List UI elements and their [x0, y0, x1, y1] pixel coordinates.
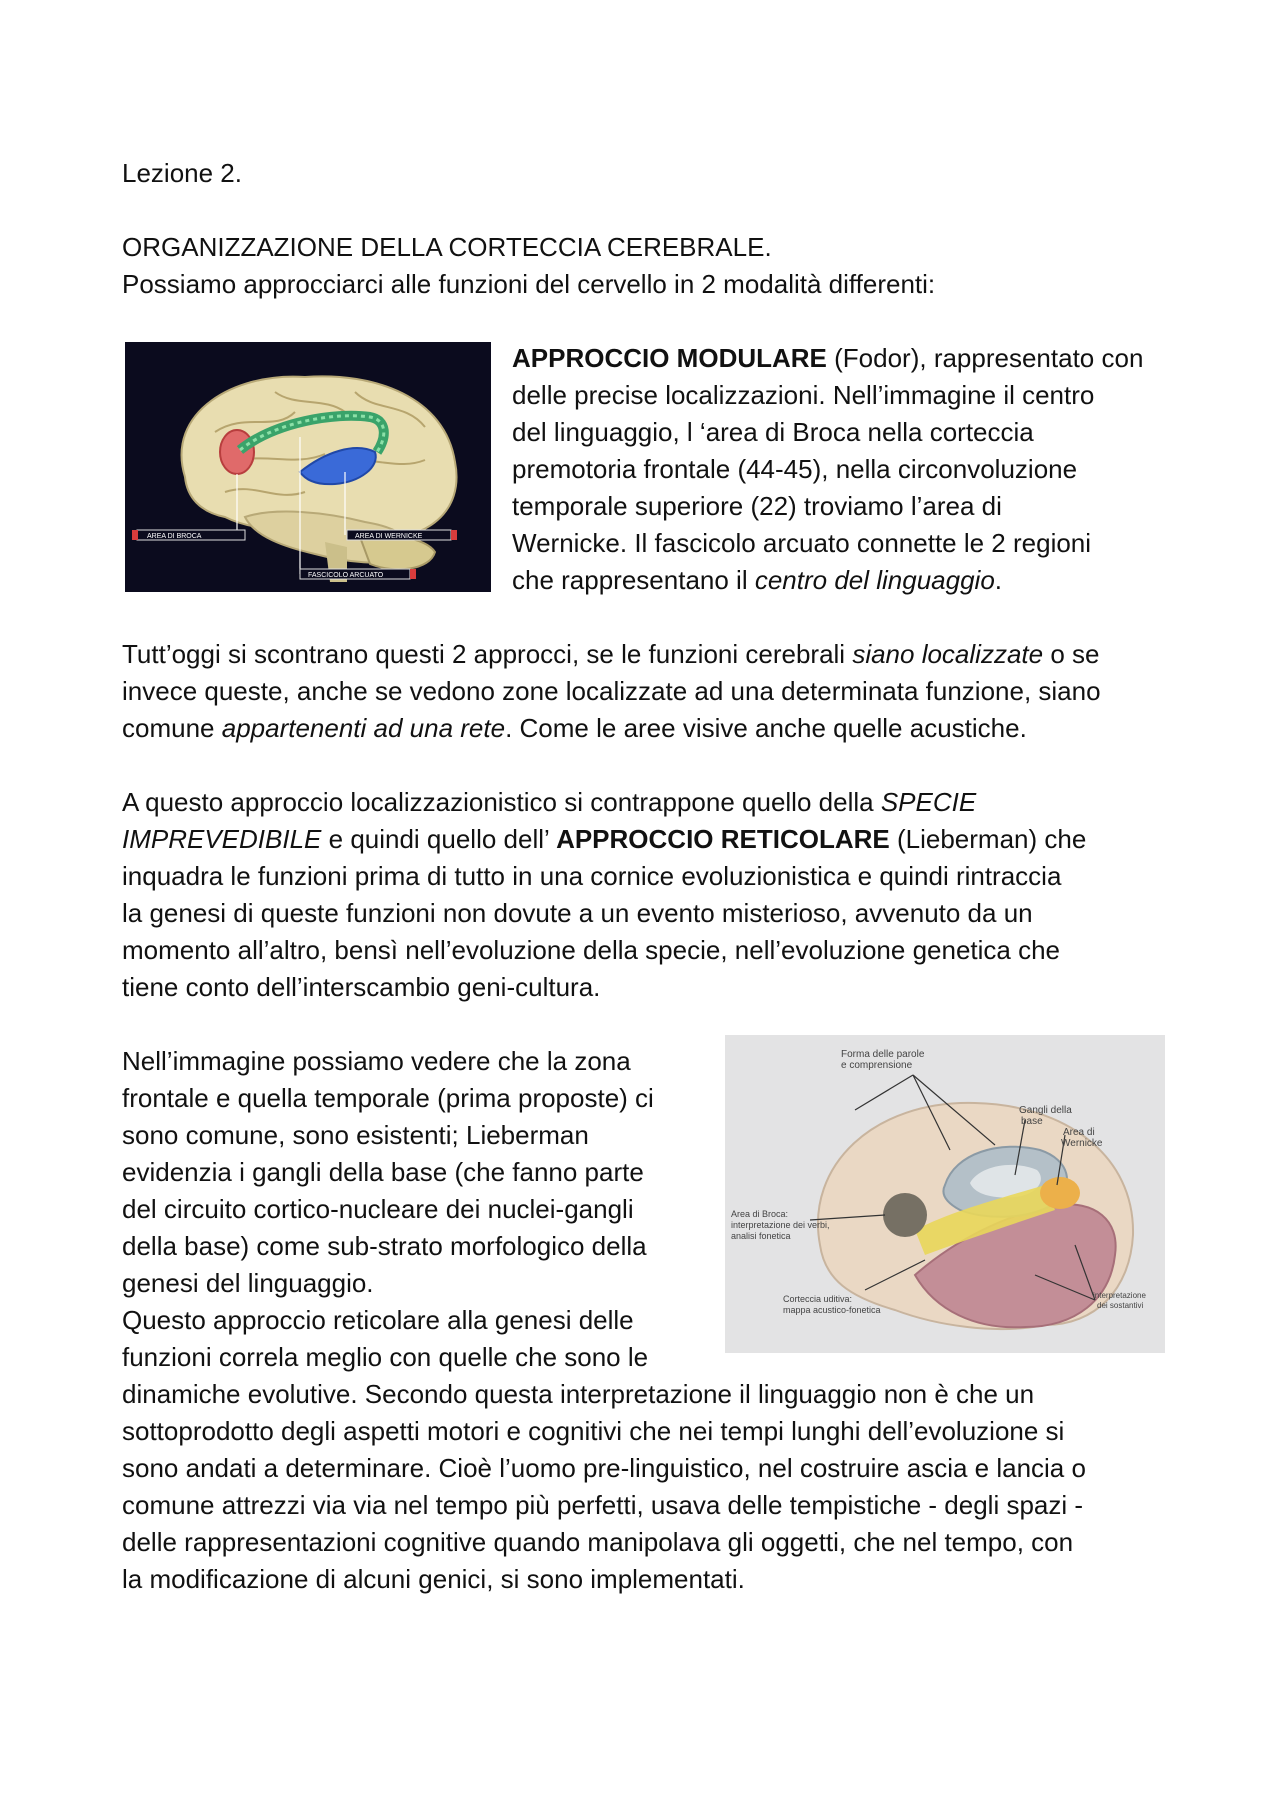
modular-approach-line-7: che rappresentano il centro del linguaggio.	[512, 565, 1003, 595]
lesson-number: Lezione 2.	[122, 158, 242, 188]
paragraph-4-line-12: sono andati a determinare. Cioè l’uomo pre-linguistico, nel costruire ascia e lancia o	[122, 1453, 1086, 1483]
basal-ganglia-label-2: base	[1021, 1116, 1043, 1127]
auditory-cortex-label-2: mappa acustico-fonetica	[783, 1305, 881, 1315]
word-form-label-1: Forma delle parole	[841, 1049, 925, 1060]
paragraph-4-line-10: dinamiche evolutive. Secondo questa interpretazione il linguaggio non è che un	[122, 1379, 1035, 1409]
wernicke-label-2: Wernicke	[1061, 1138, 1103, 1149]
modular-approach-heading: APPROCCIO MODULARE	[512, 343, 827, 373]
paragraph-4-line-1: Nell’immagine possiamo vedere che la zona	[122, 1046, 631, 1076]
paragraph-4-line-11: sottoprodotto degli aspetti motori e cognitivi che nei tempi lunghi dell’evoluzione si	[122, 1416, 1065, 1446]
paragraph-4-line-7: genesi del linguaggio.	[122, 1268, 374, 1298]
paragraph-4-line-9: funzioni correla meglio con quelle che sono le	[122, 1342, 649, 1372]
page-title: ORGANIZZAZIONE DELLA CORTECCIA CEREBRALE.	[122, 232, 772, 262]
modular-approach-line-6: Wernicke. Il fascicolo arcuato connette le 2 regioni	[512, 528, 1092, 558]
paragraph-2-line-1: Tutt’oggi si scontrano questi 2 approcci, se le funzioni cerebrali siano localizzate o se	[122, 639, 1100, 669]
broca-label-3: analisi fonetica	[731, 1231, 791, 1241]
paragraph-4-line-6: della base) come sub-strato morfologico della	[122, 1231, 647, 1261]
paragraph-4-line-2: frontale e quella temporale (prima proposte) ci	[122, 1083, 654, 1113]
wernicke-area-label: AREA DI WERNICKE	[355, 533, 423, 540]
brain-diagram-modular	[125, 342, 491, 592]
broca-area-marker	[220, 430, 254, 474]
brain-illustration	[125, 342, 491, 592]
paragraph-4-line-8: Questo approccio reticolare alla genesi delle	[122, 1305, 634, 1335]
noun-interpretation-label-2: dei sostantivi	[1097, 1301, 1144, 1310]
word-form-label-2: e comprensione	[841, 1060, 913, 1071]
paragraph-4-line-13: comune attrezzi via via nel tempo più perfetti, usava delle tempistiche - degli spazi -	[122, 1490, 1084, 1520]
paragraph-3-line-3: inquadra le funzioni prima di tutto in una cornice evoluzionistica e quindi rintraccia	[122, 861, 1062, 891]
paragraph-4-line-3: sono comune, sono esistenti; Lieberman	[122, 1120, 589, 1150]
modular-approach-line-5: temporale superiore (22) troviamo l’area di	[512, 491, 1002, 521]
paragraph-3-line-4: la genesi di queste funzioni non dovute a un evento misterioso, avvenuto da un	[122, 898, 1033, 928]
paragraph-4-line-14: delle rappresentazioni cognitive quando manipolava gli oggetti, che nel tempo, con	[122, 1527, 1074, 1557]
paragraph-4-line-15: la modificazione di alcuni genici, si sono implementati.	[122, 1564, 745, 1594]
paragraph-2-line-2: invece queste, anche se vedono zone localizzate ad una determinata funzione, siano	[122, 676, 1101, 706]
brain-network-illustration	[725, 1035, 1165, 1353]
reticular-approach-heading: APPROCCIO RETICOLARE	[556, 824, 890, 854]
modular-approach-line-4: premotoria frontale (44-45), nella circonvoluzione	[512, 454, 1078, 484]
broca-area-label: AREA DI BROCA	[147, 533, 202, 540]
auditory-cortex-label-1: Corteccia uditiva:	[783, 1294, 853, 1304]
paragraph-2-line-3: comune appartenenti ad una rete. Come le aree visive anche quelle acustiche.	[122, 713, 1027, 743]
paragraph-3-line-6: tiene conto dell’interscambio geni-cultura.	[122, 972, 601, 1002]
paragraph-4-line-5: del circuito cortico-nucleare dei nuclei-gangli	[122, 1194, 634, 1224]
paragraph-3-line-2: IMPREVEDIBILE e quindi quello dell’ APPROCCIO RETICOLARE (Lieberman) che	[122, 824, 1087, 854]
paragraph-4-line-4: evidenzia i gangli della base (che fanno parte	[122, 1157, 644, 1187]
paragraph-3-line-1: A questo approccio localizzazionistico si contrappone quello della SPECIE	[122, 787, 977, 817]
wernicke-label-1: Area di	[1063, 1127, 1095, 1138]
arcuate-fascicle-label: FASCICOLO ARCUATO	[308, 572, 384, 579]
modular-approach-line-1: APPROCCIO MODULARE (Fodor), rappresentato con	[512, 343, 1144, 373]
wernicke-area-marker-2	[1040, 1177, 1080, 1209]
paragraph-3-line-5: momento all’altro, bensì nell’evoluzione della specie, nell’evoluzione genetica che	[122, 935, 1061, 965]
modular-approach-line-3: del linguaggio, l ‘area di Broca nella corteccia	[512, 417, 1034, 447]
modular-approach-line-2: delle precise localizzazioni. Nell’immagine il centro	[512, 380, 1095, 410]
broca-area-marker-2	[883, 1193, 927, 1237]
broca-label-2: interpretazione dei verbi,	[731, 1220, 830, 1230]
broca-label-1: Area di Broca:	[731, 1209, 789, 1219]
brain-diagram-reticular	[725, 1035, 1165, 1353]
intro-text: Possiamo approcciarci alle funzioni del cervello in 2 modalità differenti:	[122, 269, 936, 299]
basal-ganglia-label-1: Gangli della	[1019, 1105, 1072, 1116]
noun-interpretation-label-1: interpretazione	[1093, 1291, 1146, 1300]
